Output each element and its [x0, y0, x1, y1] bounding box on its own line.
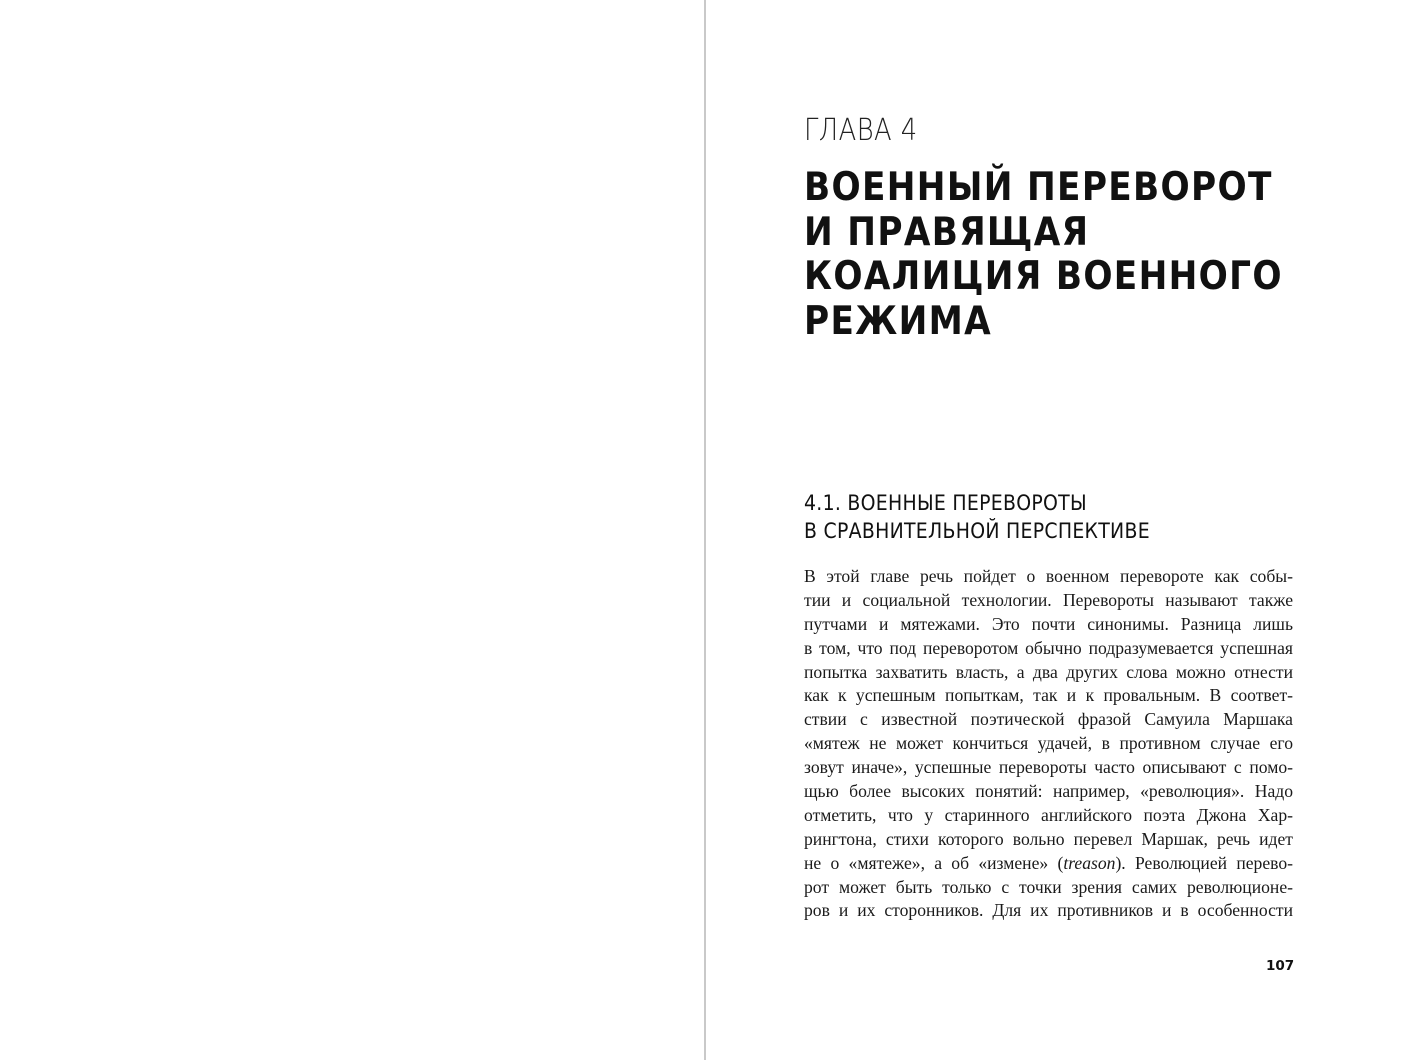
body-line: ствии с известной поэтической фразой Самуила Маршака: [804, 709, 1293, 730]
body-line: щью более высоких понятий: например, «революция». Надо: [804, 781, 1293, 802]
section-title-line: В СРАВНИТЕЛЬНОЙ ПЕРСПЕКТИВЕ: [804, 519, 1150, 543]
body-line: в том, что под переворотом обычно подразумевается успешная: [804, 637, 1293, 658]
left-page-blank: [0, 0, 704, 1060]
chapter-label: ГЛАВА 4: [804, 113, 918, 148]
italic-term-treason: treason: [1063, 852, 1116, 873]
body-line: как к успешным попыткам, так и к провальным. В соответ-: [804, 685, 1293, 706]
chapter-title-line: ВОЕННЫЙ ПЕРЕВОРОТ: [804, 165, 1273, 210]
section-title: [804, 489, 1344, 545]
body-line: «мятеж не может кончиться удачей, в противном случае его: [804, 733, 1293, 754]
body-line: тии и социальной технологии. Перевороты называют также: [804, 589, 1293, 610]
body-line: рот может быть только с точки зрения самих революционе-: [804, 876, 1293, 897]
body-line: попытка захватить власть, а два других слова можно отнести: [804, 661, 1293, 682]
body-text-run: ). Революцией перево-: [1115, 852, 1293, 873]
chapter-title-line: РЕЖИМА: [804, 298, 992, 344]
body-line: ров и их сторонников. Для их противников и в особенности: [804, 900, 1293, 921]
page-number: 107: [1266, 958, 1295, 974]
section-title-line: 4.1. ВОЕННЫЕ ПЕРЕВОРОТЫ: [804, 491, 1087, 515]
body-line: зовут иначе», успешные перевороты часто описывают с помо-: [804, 757, 1293, 778]
body-line: рингтона, стихи которого вольно перевел Маршак, речь идет: [804, 828, 1293, 849]
body-line: В этой главе речь пойдет о военном перевороте как собы-: [804, 566, 1293, 586]
body-paragraph: [804, 565, 1293, 923]
body-line: путчами и мятежами. Это почти синонимы. Разница лишь: [804, 613, 1293, 634]
right-page: [706, 0, 1410, 1060]
body-text-run: не о «мятеже», а об «измене» (: [804, 852, 1064, 873]
body-line: отметить, что у старинного английского поэта Джона Хар-: [804, 804, 1293, 825]
chapter-title-line: И ПРАВЯЩАЯ: [804, 209, 1090, 255]
chapter-title-line: КОАЛИЦИЯ ВОЕННОГО: [804, 254, 1283, 299]
body-line-with-italic: [804, 852, 1293, 876]
chapter-title: [804, 166, 1332, 344]
